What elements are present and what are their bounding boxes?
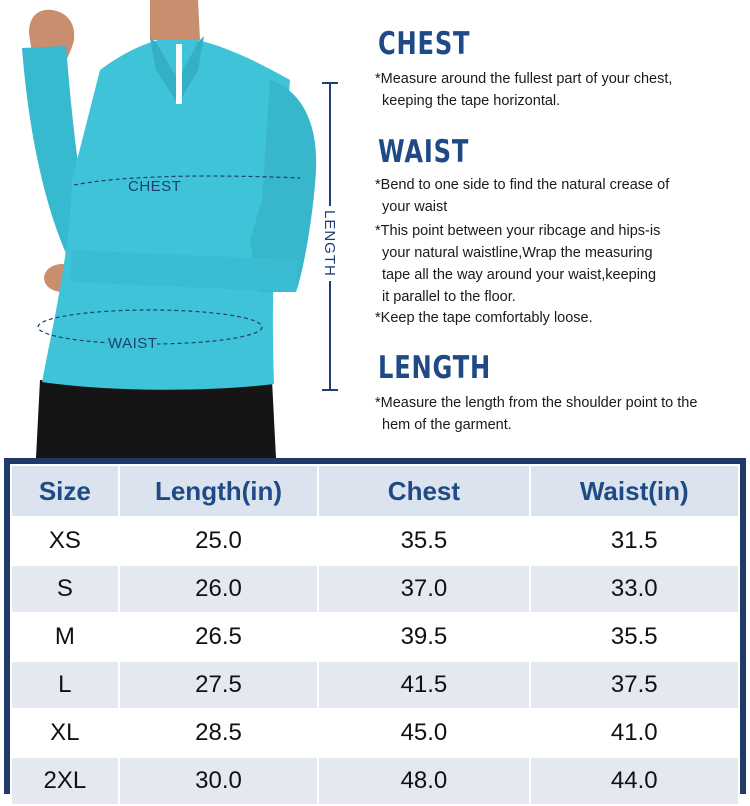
cell-length: 27.5: [119, 661, 319, 709]
length-note-line: *Measure the length from the shoulder point to the: [375, 395, 698, 411]
cell-chest: 48.0: [318, 757, 529, 805]
cell-chest: 41.5: [318, 661, 529, 709]
length-note-line: hem of the garment.: [382, 417, 512, 433]
table-row: [11, 565, 739, 613]
waist-guide-label: WAIST: [108, 335, 158, 352]
waist-note-1: [375, 174, 745, 218]
header-length: Length(in): [119, 465, 319, 517]
cell-size: 2XL: [11, 757, 119, 805]
table-header-row: [11, 465, 739, 517]
waist-note-line: your waist: [382, 199, 448, 215]
waist-note-2: [375, 220, 745, 308]
length-note: [375, 392, 745, 436]
length-rule-cap-top: [322, 82, 338, 84]
waist-note-line: *This point between your ribcage and hips-is: [375, 223, 661, 239]
cell-waist: 37.5: [530, 661, 739, 709]
header-waist: Waist(in): [530, 465, 739, 517]
header-size: Size: [11, 465, 119, 517]
length-rule-cap-bottom: [322, 389, 338, 391]
cell-length: 28.5: [119, 709, 319, 757]
cell-size: S: [11, 565, 119, 613]
waist-note-line: tape all the way around your waist,keeping: [382, 267, 657, 283]
cell-size: L: [11, 661, 119, 709]
cell-chest: 45.0: [318, 709, 529, 757]
waist-title: WAIST: [378, 134, 470, 170]
table-row: [11, 757, 739, 805]
chest-note-line: *Measure around the fullest part of your chest,: [375, 71, 673, 87]
zipper: [176, 44, 182, 104]
waist-note-line: your natural waistline,Wrap the measuring: [382, 245, 653, 261]
cell-chest: 39.5: [318, 613, 529, 661]
length-guide-label: LENGTH: [322, 206, 338, 281]
cell-waist: 31.5: [530, 517, 739, 565]
cell-chest: 35.5: [318, 517, 529, 565]
cell-size: XS: [11, 517, 119, 565]
model-illustration: [0, 0, 330, 458]
cell-length: 30.0: [119, 757, 319, 805]
cell-length: 26.0: [119, 565, 319, 613]
table-row: [11, 661, 739, 709]
cell-chest: 37.0: [318, 565, 529, 613]
chest-guide-label: CHEST: [128, 178, 182, 195]
length-title: LENGTH: [378, 350, 492, 386]
leggings: [36, 380, 276, 458]
shirt-torso: [42, 40, 290, 390]
table-row: [11, 613, 739, 661]
cell-length: 26.5: [119, 613, 319, 661]
cell-waist: 35.5: [530, 613, 739, 661]
table-row: [11, 709, 739, 757]
cell-length: 25.0: [119, 517, 319, 565]
header-chest: Chest: [318, 465, 529, 517]
waist-note-3: [375, 307, 745, 329]
chest-note-line: keeping the tape horizontal.: [382, 93, 561, 109]
neck: [150, 0, 200, 40]
waist-note-line: it parallel to the floor.: [382, 289, 516, 305]
cell-waist: 41.0: [530, 709, 739, 757]
cell-waist: 44.0: [530, 757, 739, 805]
cell-size: M: [11, 613, 119, 661]
size-chart-table: [10, 464, 740, 806]
waist-note-line: *Keep the tape comfortably loose.: [375, 310, 593, 326]
cell-size: XL: [11, 709, 119, 757]
size-chart-frame: [4, 458, 746, 794]
waist-note-line: *Bend to one side to find the natural crease of: [375, 177, 670, 193]
cell-waist: 33.0: [530, 565, 739, 613]
chest-title: CHEST: [378, 26, 471, 62]
chest-note: [375, 68, 745, 112]
table-row: [11, 517, 739, 565]
